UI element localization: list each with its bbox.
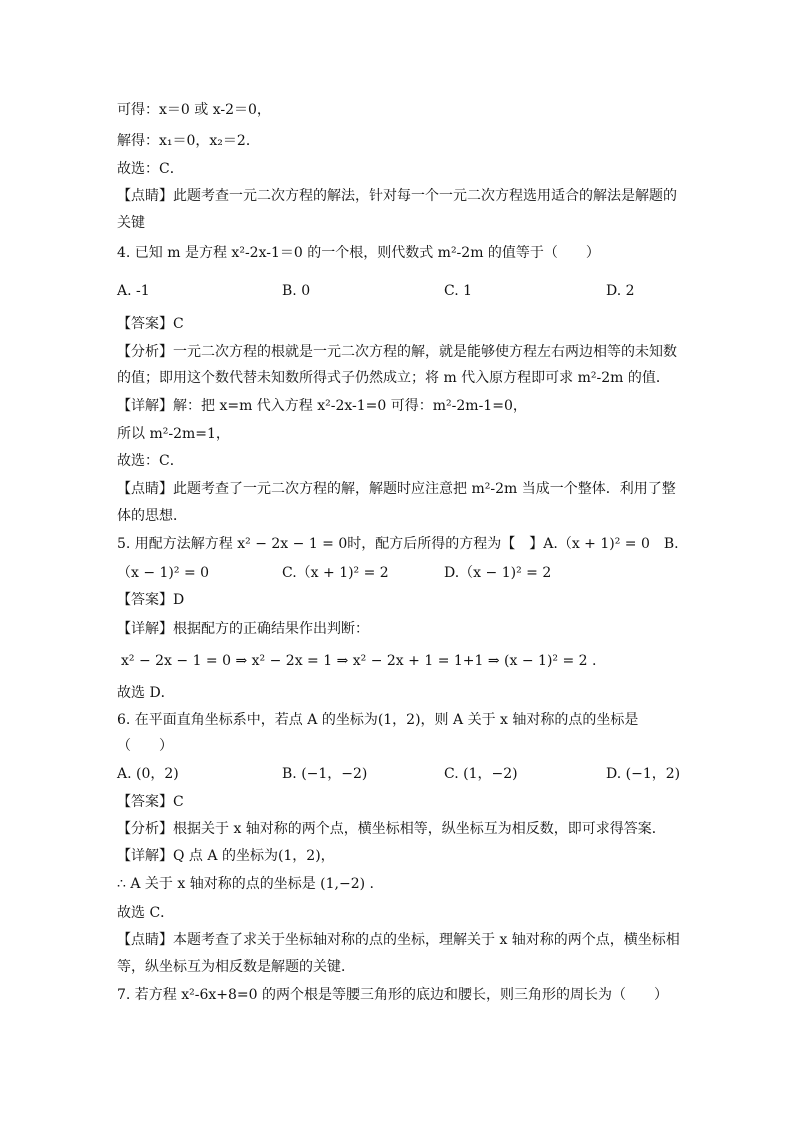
q5-detail: 【详解】根据配方的正确结果作出判断：	[117, 621, 369, 637]
q5-derivation: x² − 2x − 1 = 0 ⇒ x² − 2x = 1 ⇒ x² − 2x + 1 = 1+1 ⇒ (x − 1)² = 2 .	[121, 653, 597, 669]
q6-option-b: B. (−1，−2)	[282, 766, 368, 782]
q4-comment-1: 【点睛】此题考查了一元二次方程的解，解题时应注意把 m²-2m 当成一个整体．利用了整	[117, 481, 676, 497]
q6-stem-2: （ ）	[117, 738, 173, 754]
q3-line-2: 解得：x₁＝0，x₂＝2．	[117, 133, 260, 149]
q4-option-a: A. -1	[117, 283, 150, 299]
q4-choose: 故选：C．	[117, 453, 184, 469]
q5-option-c: C.（x + 1)² = 2	[282, 565, 389, 581]
q6-comment-2: 等，纵坐标互为相反数是解题的关键．	[117, 959, 355, 975]
q5-choose: 故选 D．	[117, 685, 175, 701]
q6-choose: 故选 C．	[117, 905, 175, 921]
q6-detail-1: 【详解】Q 点 A 的坐标为(1，2)，	[117, 848, 335, 864]
q6-option-d: D. (−1，2)	[606, 766, 681, 782]
q4-analysis-2: 的值；即用这个数代替未知数所得式子仍然成立；将 m 代入原方程即可求 m²-2m 的值．	[117, 370, 670, 386]
q4-detail-2: 所以 m²-2m=1，	[117, 426, 230, 442]
q6-comment-1: 【点睛】本题考查了求关于坐标轴对称的点的坐标，理解关于 x 轴对称的两个点，横坐标相	[117, 932, 680, 948]
q4-option-d: D. 2	[606, 283, 635, 299]
q4-detail-1: 【详解】解：把 x=m 代入方程 x²-2x-1=0 可得：m²-2m-1=0，	[117, 398, 527, 414]
q5-option-d: D.（x − 1)² = 2	[444, 565, 552, 581]
q5-stem: 5. 用配方法解方程 x² − 2x − 1 = 0时，配方后所得的方程为【 】A.（x + 1)² = 0 B.	[117, 536, 679, 552]
q6-detail-2: ∴ A 关于 x 轴对称的点的坐标是 (1,−2) .	[117, 876, 374, 892]
q3-comment-1: 【点睛】此题考查一元二次方程的解法，针对每一个一元二次方程选用适合的解法是解题的	[117, 188, 677, 204]
q4-option-b: B. 0	[282, 283, 311, 299]
q4-option-c: C. 1	[444, 283, 473, 299]
q3-comment-2: 关键	[117, 215, 145, 231]
q6-analysis: 【分析】根据关于 x 轴对称的两个点，横坐标相等，纵坐标互为相反数，即可求得答案．	[117, 821, 666, 837]
q4-comment-2: 体的思想．	[117, 508, 187, 524]
q4-answer: 【答案】C	[117, 316, 184, 332]
q3-choose: 故选：C．	[117, 161, 184, 177]
q5-answer: 【答案】D	[117, 592, 185, 608]
q6-answer: 【答案】C	[117, 794, 184, 810]
q7-stem: 7. 若方程 x²-6x+8=0 的两个根是等腰三角形的底边和腰长，则三角形的周长为（ ）	[117, 987, 669, 1003]
q4-analysis-1: 【分析】一元二次方程的根就是一元二次方程的解，就是能够使方程左右两边相等的未知数	[117, 344, 677, 360]
q6-option-a: A. (0，2)	[117, 766, 179, 782]
q5-option-b: （x − 1)² = 0	[117, 565, 210, 581]
q6-option-c: C. (1，−2)	[444, 766, 518, 782]
q3-line-1: 可得：x＝0 或 x-2＝0，	[117, 102, 271, 118]
q6-stem-1: 6. 在平面直角坐标系中，若点 A 的坐标为(1，2)，则 A 关于 x 轴对称的点的坐标是	[117, 712, 639, 728]
q4-stem: 4. 已知 m 是方程 x²-2x-1＝0 的一个根，则代数式 m²-2m 的值等于（ ）	[117, 245, 600, 261]
